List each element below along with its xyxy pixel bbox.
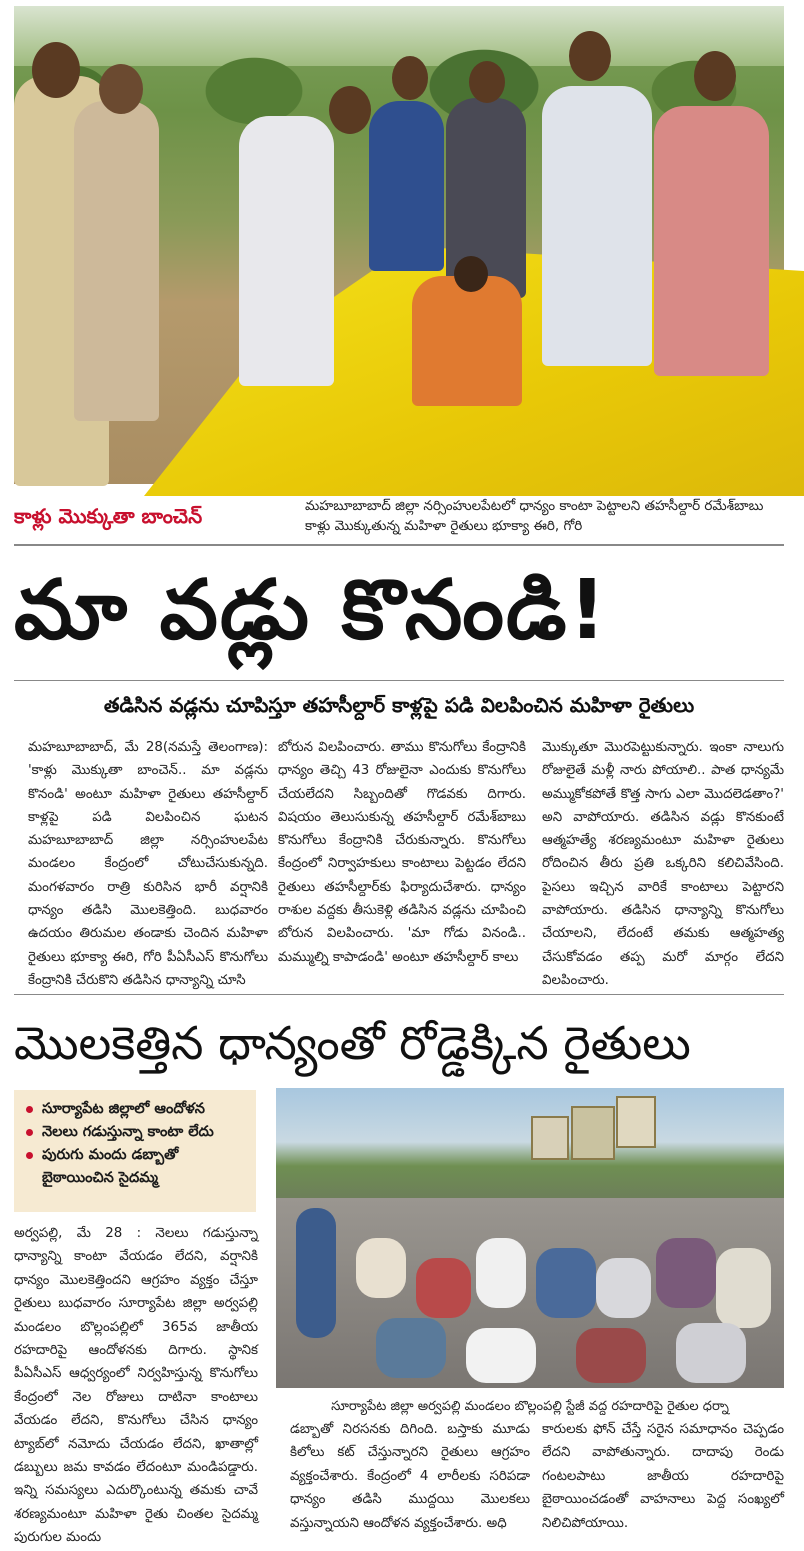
highlights-box xyxy=(14,1090,256,1212)
story1-column-3: మొక్కుతూ మొరపెట్టుకున్నారు. ఇంకా నాలుగు రోజులైతే మళ్లీ నారు పోయాలి.. పాత ధాన్యమే అమ్ముకోకపోతే కొత్త సాగు ఎలా మొదలెడతాం?' అని వాపోయారు. తడిసిన వడ్లు కొనకుంటే ఆత్మహత్యే శరణ్యమంటూ మహిళా రైతులు రోదించిన తీరు ప్రతి ఒక్కరిని కలిచివేసింది. పైసలు ఇచ్చిన వారికే కాంటాలు పెట్టారని వాపోయారు. తడిసిన ధాన్యాన్ని కొనుగోలు చేయాలని, లేదంటే తమకు ఆత్మహత్య చేసుకోవడం తప్ప మరో మార్గం లేదని విలపించారు. xyxy=(542,740,784,988)
divider xyxy=(14,680,784,681)
farmers-protest-photo xyxy=(14,6,784,484)
story1-column-2: బోరున విలపించారు. తాము కొనుగోలు కేంద్రానికి ధాన్యం తెచ్చి 43 రోజులైనా ఎందుకు కొనుగోలు చేయలేదని సిబ్బందితో గొడవకు దిగారు. విషయం తెలుసుకున్న తహసీల్దార్ రమేశ్‌బాబు కొనుగోలు కేంద్రానికి చేరుకున్నారు. కొనుగోలు కేంద్రంలో నిర్వాహకులు కాంటాలు పెట్టడం లేదని రైతులు తహసీల్దార్‌కు ఫిర్యాదుచేశారు. ధాన్యం రాశుల వద్దకు తీసుకెళ్లి తడిసిన వడ్లను చూపించి బోరున విలపించారు. 'మా గోడు వినండి.. మమ్ముల్ని కాపాడండి' అంటూ తహసీల్దార్ కాలు xyxy=(278,740,526,965)
subheadline: తడిసిన వడ్లను చూపిస్తూ తహసీల్దార్ కాళ్లపై పడి విలపించిన మహిళా రైతులు xyxy=(103,693,695,717)
story1-column-1: మహబూబాబాద్, మే 28(నమస్తే తెలంగాణ): 'కాళ్లు మొక్కుతా బాంచెన్.. మా వడ్లను కొనండి' అంటూ మహిళా రైతులు తహసీల్దార్ కాళ్లపై పడి విలపించిన ఘటన మహబూబాబాద్ జిల్లా నర్సింహులపేట మండలం కేంద్రంలో చోటుచేసుకున్నది. మంగళవారం రాత్రి కురిసిన భారీ వర్షానికి ధాన్యం తడిసి మొలకెత్తింది. బుధవారం ఉదయం తిరుమల తండాకు చెందిన మహిళా రైతులు భూక్యా ఈరి, గోరి పీఏసీఎస్ కొనుగోలు కేంద్రానికి చేరుకొని తడిసిన ధాన్యాన్ని చూసి xyxy=(28,740,268,988)
road-dharna-photo xyxy=(276,1088,784,1388)
second-headline: మొలకెత్తిన ధాన్యంతో రోడ్డెక్కిన రైతులు xyxy=(14,1016,691,1070)
story2-column-1: అర్వపల్లి, మే 28 : నెలలు గడుస్తున్నా ధాన్యాన్ని కాంటా వేయడం లేదని, వర్షానికి ధాన్యం మొలకెత్తిందని ఆగ్రహం వ్యక్తం చేస్తూ రైతులు బుధవారం సూర్యాపేట జిల్లా అర్వపల్లి మండలం బొల్లంపల్లిలో 365వ జాతీయ రహదారిపై ఆందోళనకు దిగారు. స్థానిక పీఏసీఎస్ ఆధ్వర్యంలో నిర్వహిస్తున్న కొనుగోలు కేంద్రంలో నెల రోజులు దాటినా కాంటాలు వేయడం లేదని, కొనుగోలు చేసిన ధాన్యం ట్యాబ్‌లో నమోదు చేయడం లేదని, ఖాతాల్లో డబ్బులు జమ కావడం లేదంటూ మండిపడ్డారు. ఇన్ని సమస్యలు ఎదుర్కొంటున్న తమకు చావే శరణ్యమంటూ మహిళా రైతు చింతల సైదమ్మ పురుగుల మందు xyxy=(14,1226,258,1546)
highlight-item: నెలలు గడుస్తున్నా కాంటా లేదు xyxy=(14,1121,256,1144)
main-headline: మా వడ్లు కొనండి! xyxy=(14,563,608,658)
photo-caption: మహబూబాబాద్ జిల్లా నర్సింహులపేటలో ధాన్యం కాంటా పెట్టాలని తహసీల్దార్ రమేశ్‌బాబు కాళ్లు మొక్కుతున్న మహిళా రైతులు భూక్యా ఈరి, గోరి xyxy=(305,498,764,534)
story2-column-3: కారులకు ఫోన్ చేస్తే సరైన సమాధానం చెప్పడం లేదని వాపోతున్నారు. దాదాపు రెండు గంటలపాటు జాతీయ రహదారిపై బైఠాయించడంతో వాహనాలు పెద్ద సంఖ్యలో నిలిచిపోయాయి. xyxy=(542,1422,784,1531)
highlight-item: సూర్యాపేట జిల్లాలో ఆందోళన xyxy=(14,1098,256,1121)
divider xyxy=(14,994,784,995)
photo-caption: సూర్యాపేట జిల్లా అర్వపల్లి మండలం బొల్లంపల్లి స్టేజీ వద్ద రహదారిపై రైతుల ధర్నా xyxy=(331,1399,729,1414)
story2-column-2: డబ్బాతో నిరసనకు దిగింది. బస్తాకు మూడు కిలోలు కట్ చేస్తున్నారని రైతులు ఆగ్రహం వ్యక్తంచేశారు. కేంద్రంలో 4 లారీలకు సరిపడా ధాన్యం తడిసి ముద్దయి మొలకలు వస్తున్నాయని ఆందోళన వ్యక్తంచేశారు. అధి xyxy=(290,1422,530,1531)
highlight-item: పురుగు మందు డబ్బాతో బైఠాయించిన సైదమ్మ xyxy=(14,1144,256,1190)
divider xyxy=(14,544,784,546)
photo-caption-kicker: కాళ్లు మొక్కుతా బాంచెన్ xyxy=(14,504,203,528)
